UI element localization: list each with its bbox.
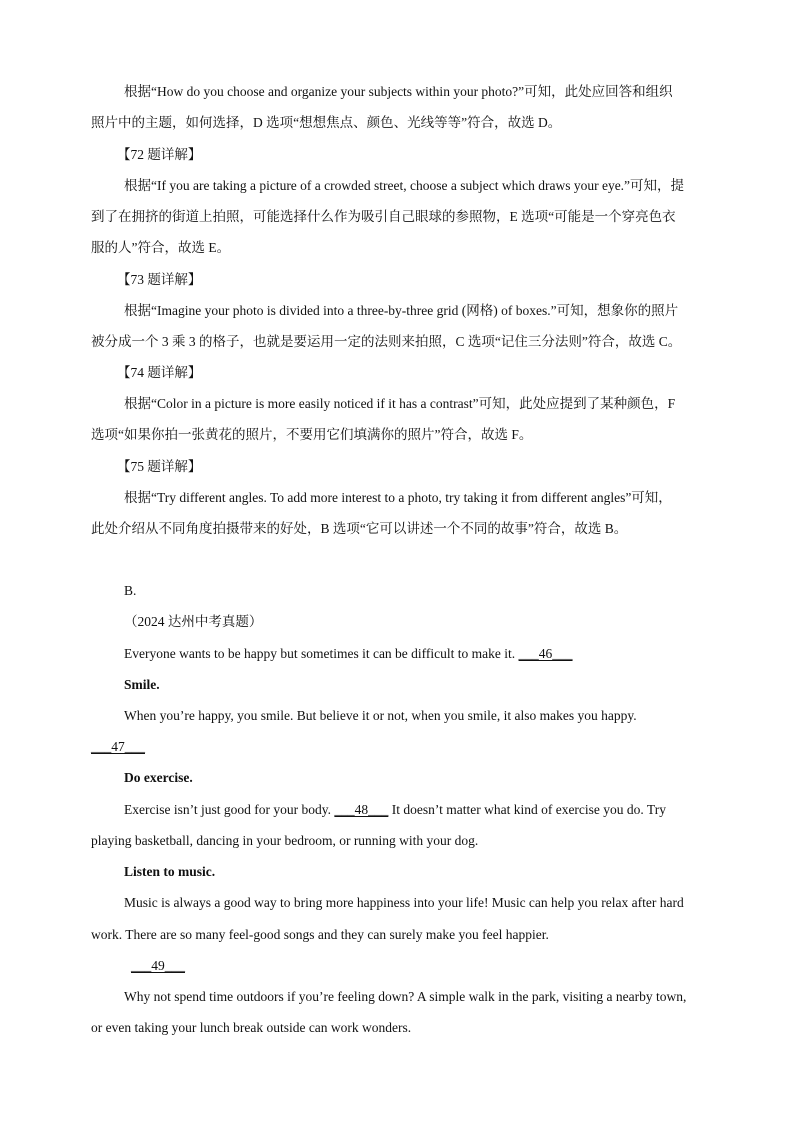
heading-question-73: 【73 题详解】 <box>117 272 202 287</box>
explanation-72-line-3: 服的人”符合，故选 E。 <box>91 240 231 255</box>
explanation-73-line-2: 被分成一个 3 乘 3 的格子，也就是要运用一定的法则来拍照，C 选项“记住三分法则”符合，故选 C。 <box>91 334 682 349</box>
heading-question-72: 【72 题详解】 <box>117 147 202 162</box>
blank-46[interactable]: ___46___ <box>518 646 573 661</box>
blank-47[interactable] <box>91 738 145 756</box>
outdoor-paragraph-line-1: Why not spend time outdoors if you’re feeling down? A simple walk in the park, visiting a nearby town, <box>124 989 687 1004</box>
outdoor-paragraph-line-2: or even taking your lunch break outside can work wonders. <box>91 1020 412 1035</box>
explanation-75-line-2: 此处介绍从不同角度拍摄带来的好处，B 选项“它可以讲述一个不同的故事”符合，故选 B。 <box>91 521 628 536</box>
smile-paragraph: When you’re happy, you smile. But believe it or not, when you smile, it also makes you happy. <box>124 708 637 723</box>
explanation-74-line-2: 选项“如果你拍一张黄花的照片，不要用它们填满你的照片”符合，故选 F。 <box>91 427 533 442</box>
explanation-72-line-1: 根据“If you are taking a picture of a crowded street, choose a subject which draws your eye.”可知，提 <box>124 178 685 193</box>
explanation-74-line-1: 根据“Color in a picture is more easily noticed if it has a contrast”可知，此处应提到了某种颜色，F <box>124 396 676 411</box>
blank-49[interactable] <box>131 957 185 975</box>
source-note: （2024 达州中考真题） <box>124 614 263 629</box>
passage-intro <box>124 645 573 663</box>
exercise-text-a: Exercise isn’t just good for your body. <box>124 802 331 817</box>
explanation-75-line-1: 根据“Try different angles. To add more interest to a photo, try taking it from different angles”可知， <box>124 490 672 505</box>
blank-49-text[interactable]: ___49___ <box>131 958 185 973</box>
subheading-exercise: Do exercise. <box>124 770 193 785</box>
heading-question-74: 【74 题详解】 <box>117 365 202 380</box>
music-paragraph-line-2: work. There are so many feel-good songs and they can surely make you feel happier. <box>91 927 549 942</box>
exercise-paragraph-line-1 <box>124 801 666 819</box>
explanation-72-line-2: 到了在拥挤的街道上拍照，可能选择什么作为吸引自己眼球的参照物，E 选项“可能是一个穿亮色衣 <box>91 209 676 224</box>
subheading-music: Listen to music. <box>124 864 216 879</box>
blank-47-text[interactable]: ___47___ <box>91 739 145 754</box>
explanation-71-line-2: 照片中的主题，如何选择，D 选项“想想焦点、颜色、光线等等”符合，故选 D。 <box>91 115 562 130</box>
exercise-text-b: It doesn’t matter what kind of exercise you do. Try <box>391 802 666 817</box>
section-b-label: B. <box>124 583 137 598</box>
subheading-smile: Smile. <box>124 677 160 692</box>
heading-question-75: 【75 题详解】 <box>117 459 202 474</box>
explanation-73-line-1: 根据“Imagine your photo is divided into a three-by-three grid (网格) of boxes.”可知，想象你的照片 <box>124 303 679 318</box>
blank-48[interactable]: ___48___ <box>334 802 389 817</box>
explanation-71-line-1: 根据“How do you choose and organize your subjects within your photo?”可知，此处应回答和组织 <box>124 84 673 99</box>
intro-text: Everyone wants to be happy but sometimes it can be difficult to make it. <box>124 646 516 661</box>
music-paragraph-line-1: Music is always a good way to bring more happiness into your life! Music can help you relax after hard <box>124 895 684 910</box>
exercise-paragraph-line-2: playing basketball, dancing in your bedroom, or running with your dog. <box>91 833 479 848</box>
